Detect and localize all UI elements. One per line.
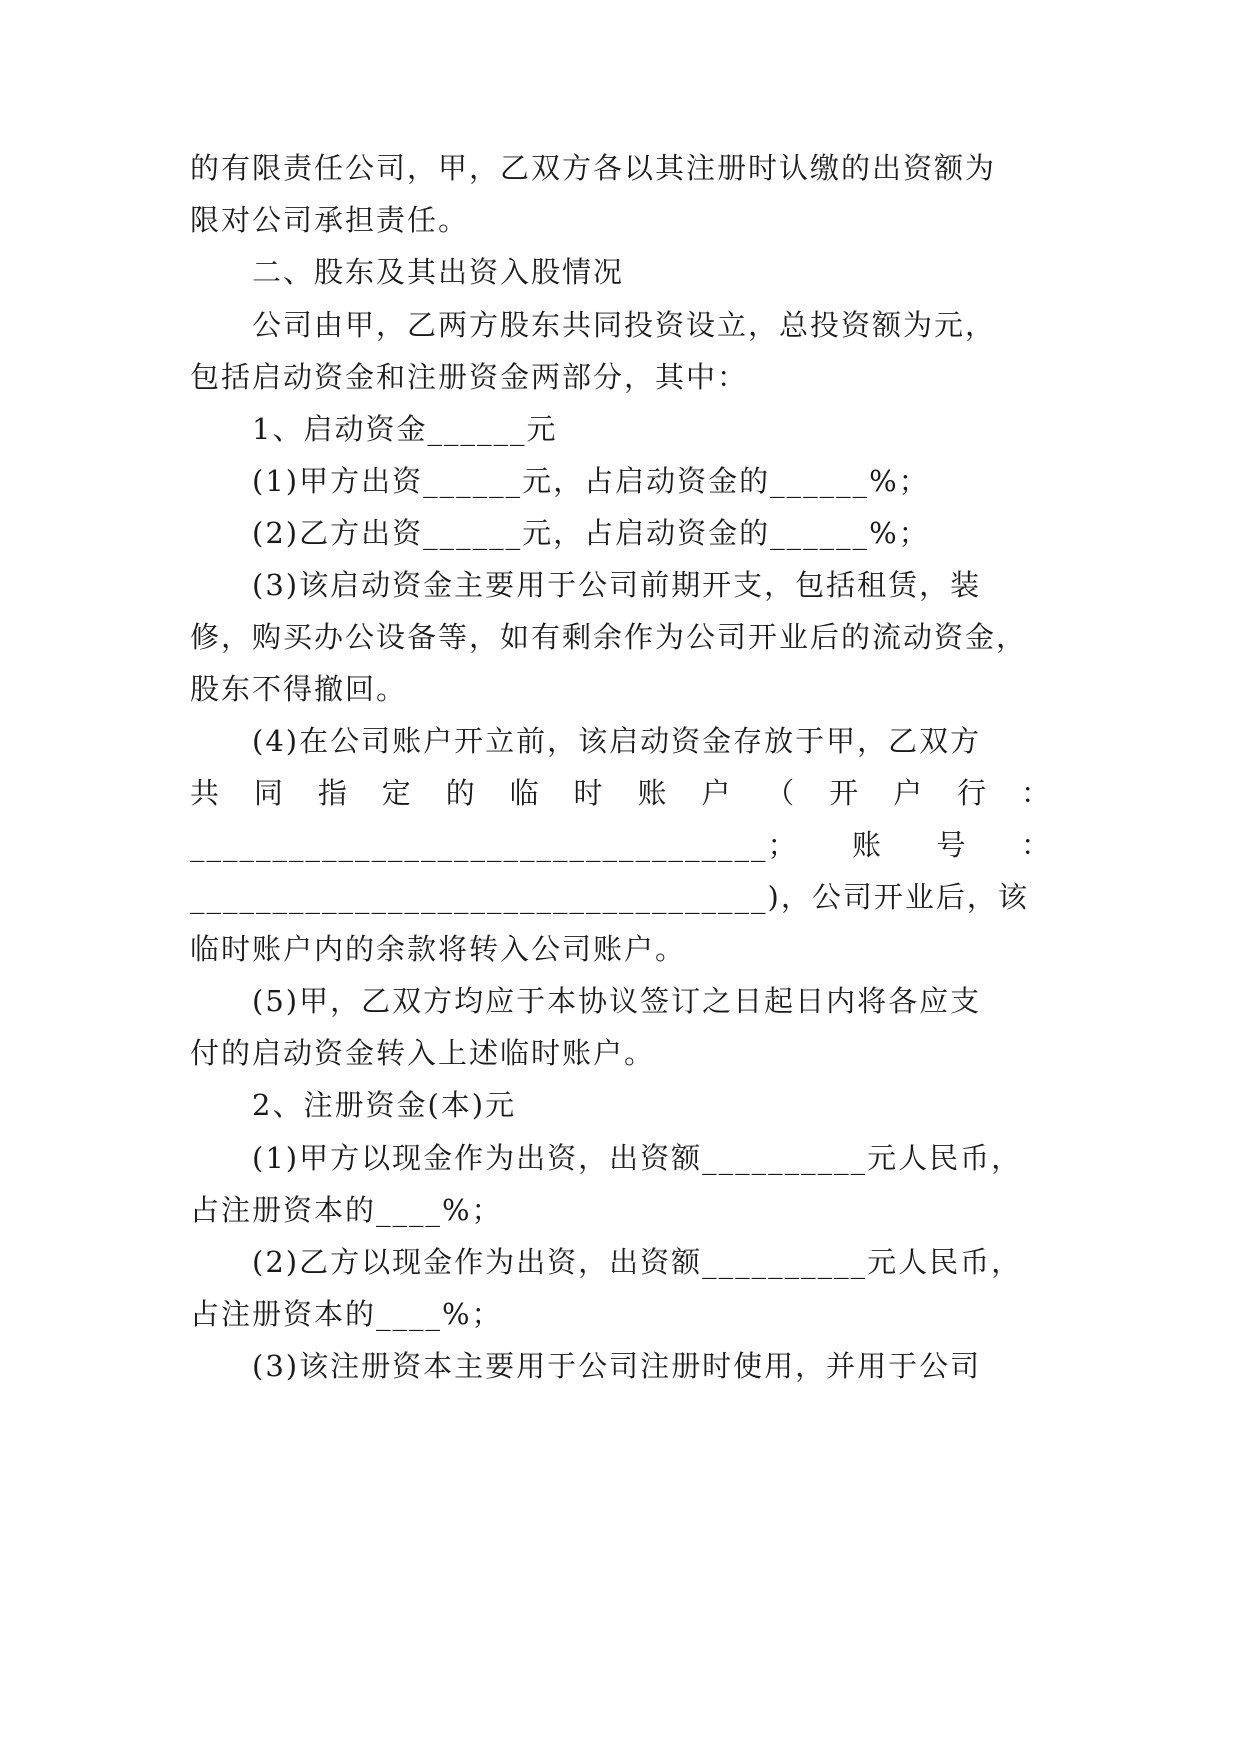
clause-item: (5)甲，乙双方均应于本协议签订之日起日内将各应支: [252, 984, 982, 1018]
char: （: [765, 776, 797, 810]
paragraph-line: 公司由甲，乙两方股东共同投资设立，总投资额为元，: [252, 308, 997, 342]
clause-item: (1)甲方以现金作为出资，出资额__________元人民币，: [252, 1141, 1023, 1175]
char: ：: [1020, 776, 1052, 810]
char: 账: [851, 828, 883, 862]
char: 共: [190, 776, 222, 810]
paragraph-line: 修，购买办公设备等，如有剩余作为公司开业后的流动资金，: [190, 620, 1028, 654]
clause-item: (4)在公司账户开立前，该启动资金存放于甲，乙双方: [252, 724, 982, 758]
clause-item: (3)该注册资本主要用于公司注册时使用，并用于公司: [252, 1349, 982, 1383]
clause-item: (3)该启动资金主要用于公司前期开支，包括租赁，装: [252, 568, 982, 602]
char: 开: [829, 776, 861, 810]
char: 号: [936, 828, 968, 862]
clause-item: (1)甲方出资______元，占启动资金的______%；: [252, 464, 930, 498]
char: 临: [509, 776, 541, 810]
justified-line: [190, 773, 1052, 813]
paragraph-line: 临时账户内的余款将转入公司账户。: [190, 932, 687, 966]
clause-heading: 2、注册资金(本)元: [252, 1088, 517, 1122]
paragraph-line: 占注册资本的____%；: [190, 1297, 503, 1331]
clause-heading: 1、启动资金______元: [252, 412, 558, 446]
clause-item: (2)乙方出资______元，占启动资金的______%；: [252, 516, 930, 550]
paragraph-line: 限对公司承担责任。: [190, 203, 470, 237]
justified-line: [190, 825, 1052, 865]
paragraph-line: 包括启动资金和注册资金两部分，其中：: [190, 360, 749, 394]
char: 定: [381, 776, 413, 810]
paragraph-line: 股东不得撤回。: [190, 672, 408, 706]
clause-item: (2)乙方以现金作为出资，出资额__________元人民币，: [252, 1245, 1023, 1279]
char: 行: [957, 776, 989, 810]
char: 账: [637, 776, 669, 810]
char: 指: [317, 776, 349, 810]
char: ：: [1020, 828, 1052, 862]
section-heading: 二、股东及其出资入股情况: [252, 255, 625, 289]
paragraph-line: ___________________________________)，公司开业后，该: [190, 880, 1029, 914]
char: 的: [445, 776, 477, 810]
paragraph-line: 的有限责任公司，甲，乙双方各以其注册时认缴的出资额为: [190, 151, 997, 185]
char: 同: [253, 776, 285, 810]
char: 户: [701, 776, 733, 810]
char: 户: [893, 776, 925, 810]
paragraph-line: 占注册资本的____%；: [190, 1193, 503, 1227]
blank-field: ___________________________________；: [190, 828, 799, 862]
char: 时: [573, 776, 605, 810]
paragraph-line: 付的启动资金转入上述临时账户。: [190, 1036, 656, 1070]
